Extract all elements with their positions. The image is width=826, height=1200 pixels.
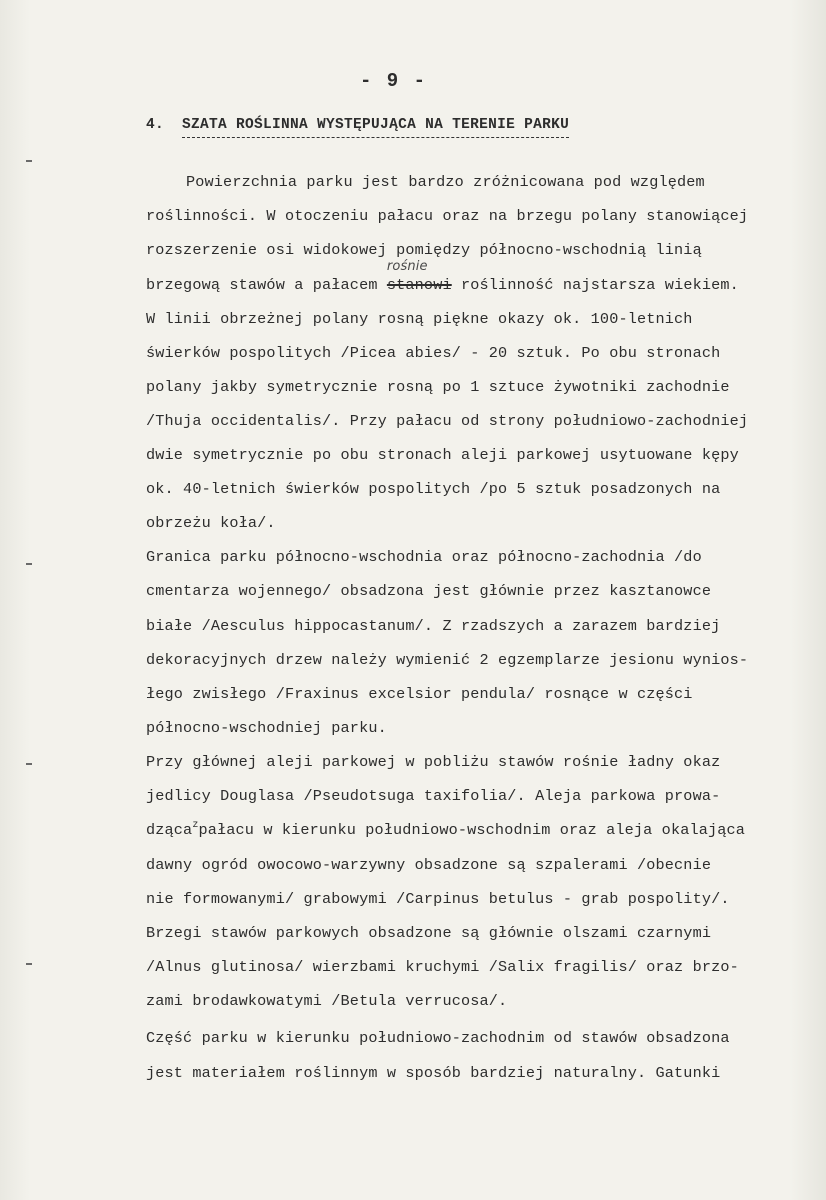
margin-tick bbox=[26, 763, 32, 765]
text-line: /Thuja occidentalis/. Przy pałacu od strony południowo-zachodniej bbox=[146, 412, 749, 430]
text-line: świerków pospolitych /Picea abies/ - 20 sztuk. Po obu stronach bbox=[146, 344, 721, 362]
text-line-corrected bbox=[146, 259, 739, 294]
margin-tick bbox=[26, 963, 32, 965]
text-line: dekoracyjnych drzew należy wymienić 2 egzemplarze jesionu wynios- bbox=[146, 651, 749, 669]
correction bbox=[386, 259, 452, 294]
section-heading bbox=[146, 117, 569, 133]
margin-tick bbox=[26, 160, 32, 162]
text-line: polany jakby symetrycznie rosną po 1 sztuce żywotniki zachodnie bbox=[146, 378, 730, 396]
text-line: Przy głównej aleji parkowej w pobliżu stawów rośnie ładny okaz bbox=[146, 753, 721, 771]
text-line-superscript bbox=[146, 821, 745, 839]
text-fragment: brzegową stawów a pałacem bbox=[146, 276, 378, 294]
text-line: łego zwisłego /Fraxinus excelsior pendula/ rosnące w części bbox=[146, 685, 693, 703]
text-line: roślinności. W otoczeniu pałacu oraz na brzegu polany stanowiącej bbox=[146, 207, 749, 225]
text-line: /Alnus glutinosa/ wierzbami kruchymi /Salix fragilis/ oraz brzo- bbox=[146, 958, 739, 976]
text-line: nie formowanymi/ grabowymi /Carpinus betulus - grab pospolity/. bbox=[146, 890, 730, 908]
text-line: jedlicy Douglasa /Pseudotsuga taxifolia/. Aleja parkowa prowa- bbox=[146, 787, 721, 805]
text-line: białe /Aesculus hippocastanum/. Z rzadszych a zarazem bardziej bbox=[146, 617, 721, 635]
superscript-insertion: z bbox=[192, 820, 199, 831]
text-line: ok. 40-letnich świerków pospolitych /po 5 sztuk posadzonych na bbox=[146, 480, 721, 498]
section-title: SZATA ROŚLINNA WYSTĘPUJĄCA NA TERENIE PARKU bbox=[182, 117, 569, 138]
margin-tick bbox=[26, 563, 32, 565]
handwritten-insertion: rośnie bbox=[386, 259, 428, 274]
text-line: dwie symetrycznie po obu stronach aleji parkowej usytuowane kępy bbox=[146, 446, 739, 464]
struck-word: stanowi bbox=[386, 276, 452, 294]
text-line: rozszerzenie osi widokowej pomiędzy północno-wschodnią linią bbox=[146, 241, 702, 259]
page-number: - 9 - bbox=[360, 70, 428, 92]
text-line: Brzegi stawów parkowych obsadzone są głównie olszami czarnymi bbox=[146, 924, 712, 942]
text-line: Część parku w kierunku południowo-zachodnim od stawów obsadzona bbox=[146, 1029, 730, 1047]
text-line: obrzeżu koła/. bbox=[146, 514, 276, 532]
text-line: dawny ogród owocowo-warzywny obsadzone są szpalerami /obecnie bbox=[146, 856, 712, 874]
text-fragment: dząca bbox=[146, 821, 193, 839]
text-fragment: pałacu w kierunku południowo-wschodnim oraz aleja okalająca bbox=[198, 821, 746, 839]
text-line: północno-wschodniej parku. bbox=[146, 719, 387, 737]
text-line: zami brodawkowatymi /Betula verrucosa/. bbox=[146, 992, 508, 1010]
text-line: jest materiałem roślinnym w sposób bardziej naturalny. Gatunki bbox=[146, 1064, 721, 1082]
text-line: Powierzchnia parku jest bardzo zróżnicowana pod względem bbox=[186, 173, 705, 191]
text-line: cmentarza wojennego/ obsadzona jest głównie przez kasztanowce bbox=[146, 582, 712, 600]
section-number: 4. bbox=[146, 117, 165, 133]
text-line: Granica parku północno-wschodnia oraz północno-zachodnia /do bbox=[146, 548, 702, 566]
text-line: W linii obrzeżnej polany rosną piękne okazy ok. 100-letnich bbox=[146, 310, 693, 328]
text-fragment: roślinność najstarsza wiekiem. bbox=[461, 276, 739, 294]
